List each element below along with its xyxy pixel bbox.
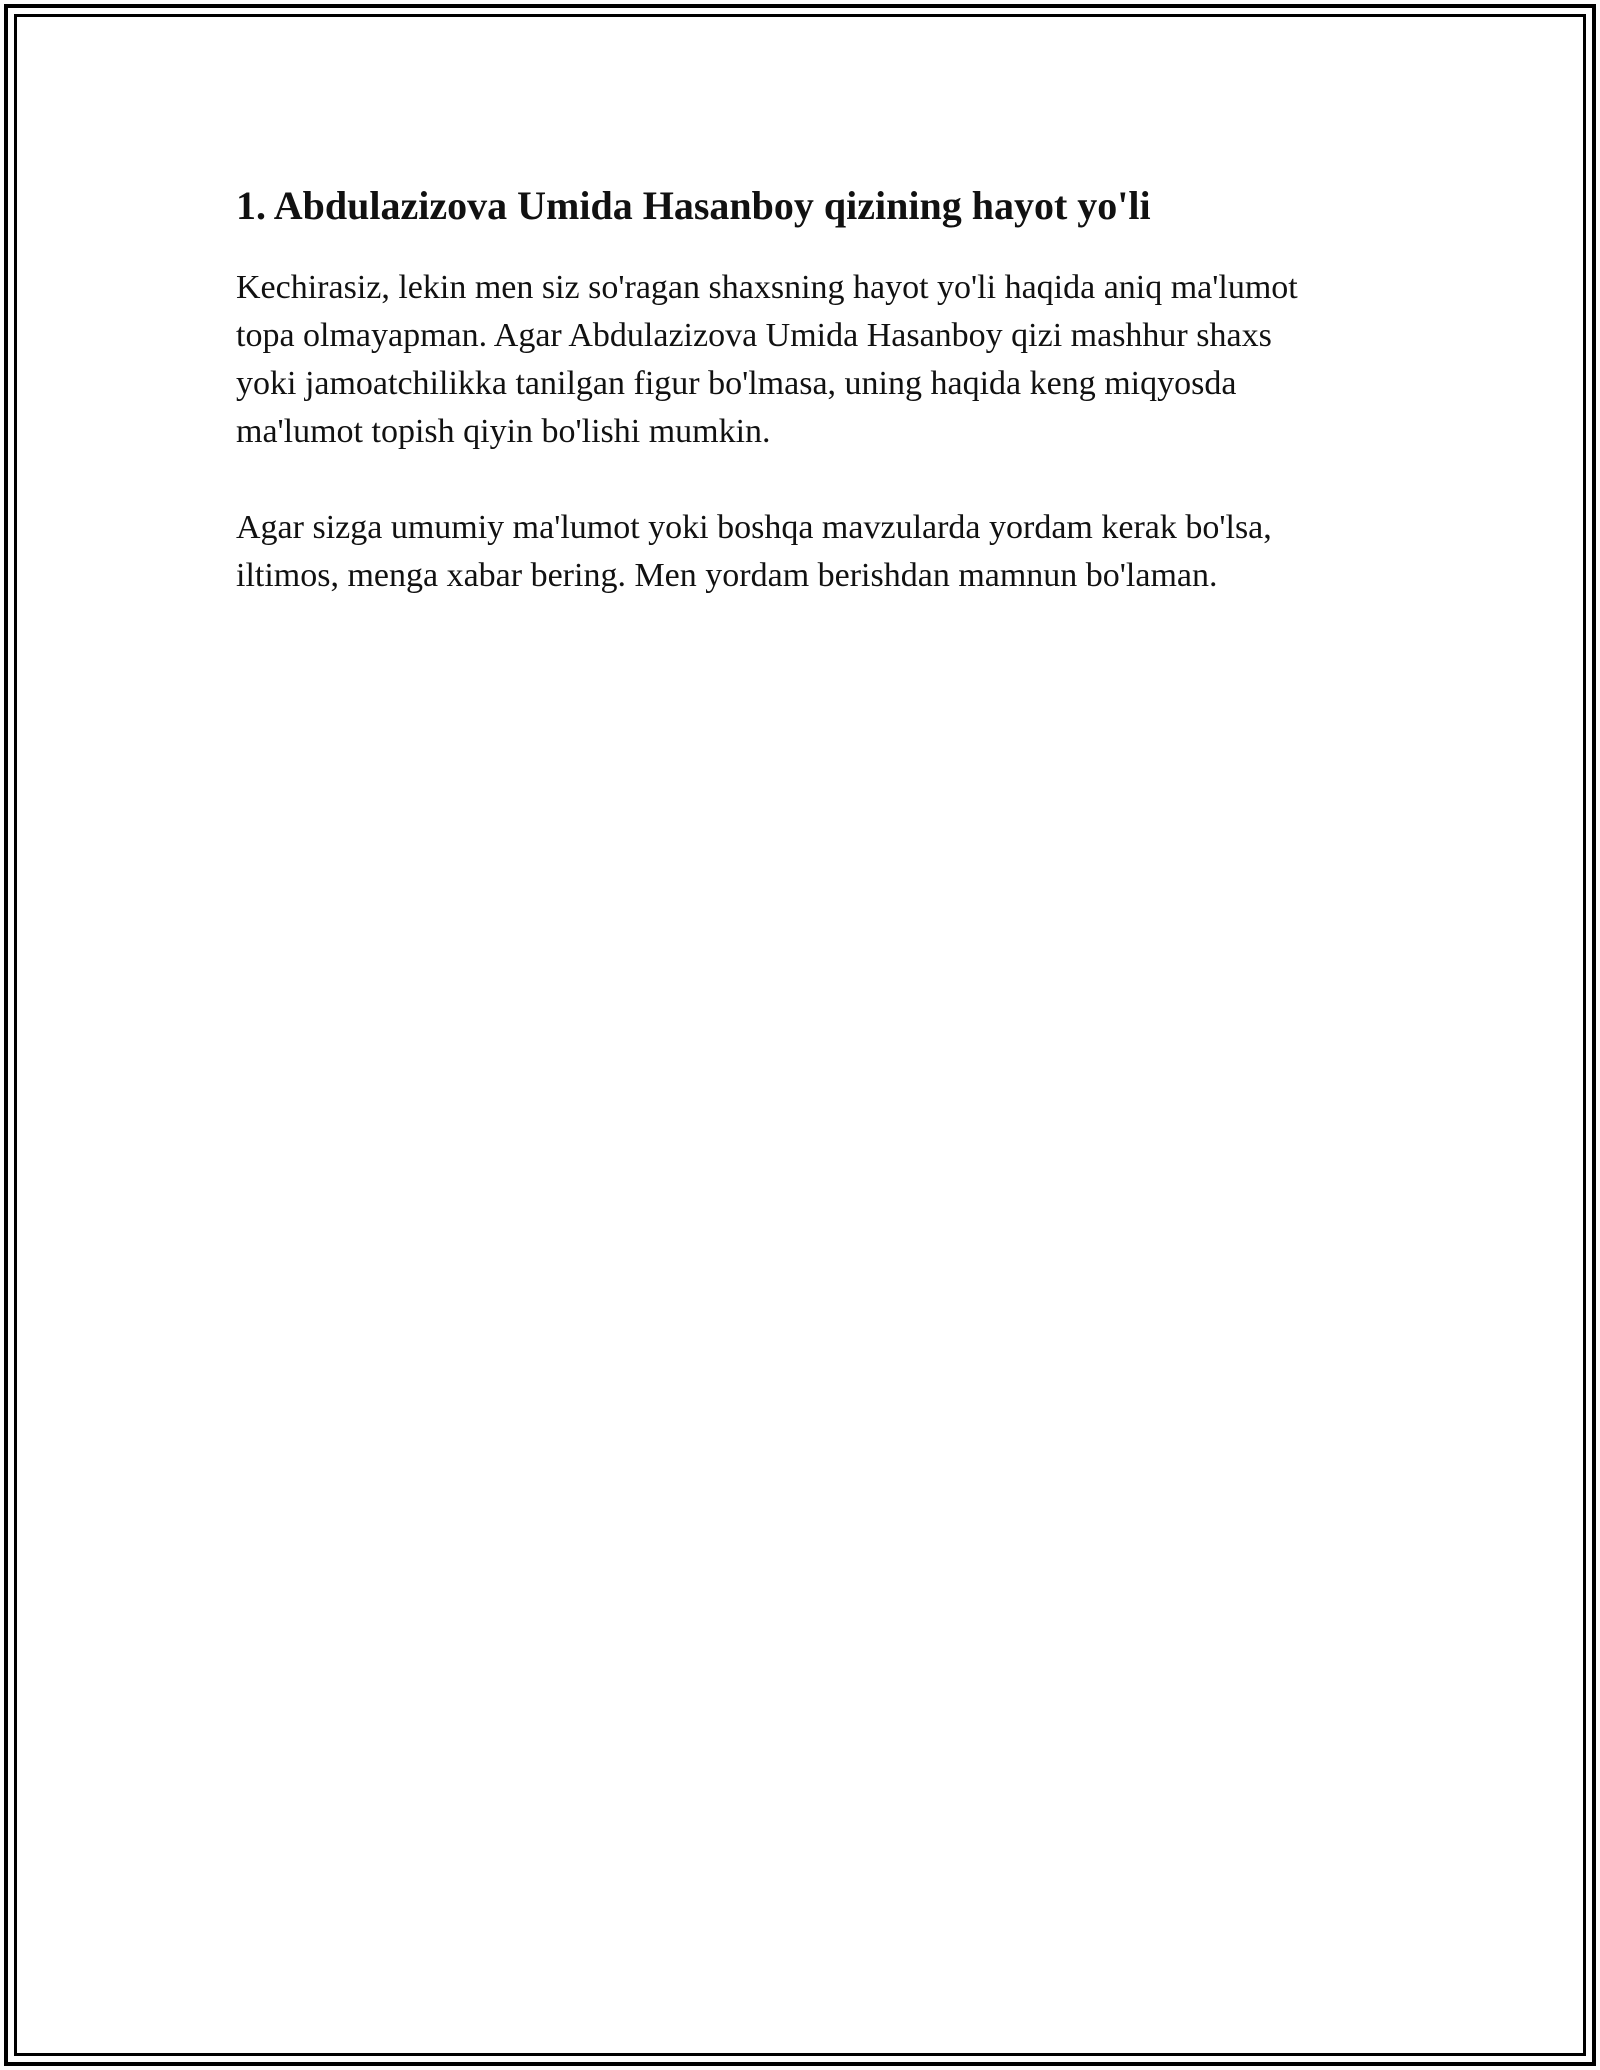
paragraph-offer-help: Agar sizga umumiy ma'lumot yoki boshqa mavzularda yordam kerak bo'lsa, iltimos, menga xabar bering. Men yordam berishdan mamnun bo'laman.	[236, 509, 1272, 594]
document-body	[236, 180, 1376, 648]
page-title: 1. Abdulazizova Umida Hasanboy qizining hayot yo'li	[236, 183, 1151, 228]
paragraph-apology: Kechirasiz, lekin men siz so'ragan shaxsning hayot yo'li haqida aniq ma'lumot topa olmayapman. Agar Abdulazizova Umida Hasanboy qizi mashhur shaxs yoki jamoatchilikka tanilgan figur bo'lmasa, uning haqida keng miqyosda ma'lumot topish qiyin bo'lishi mumkin.	[236, 269, 1298, 450]
